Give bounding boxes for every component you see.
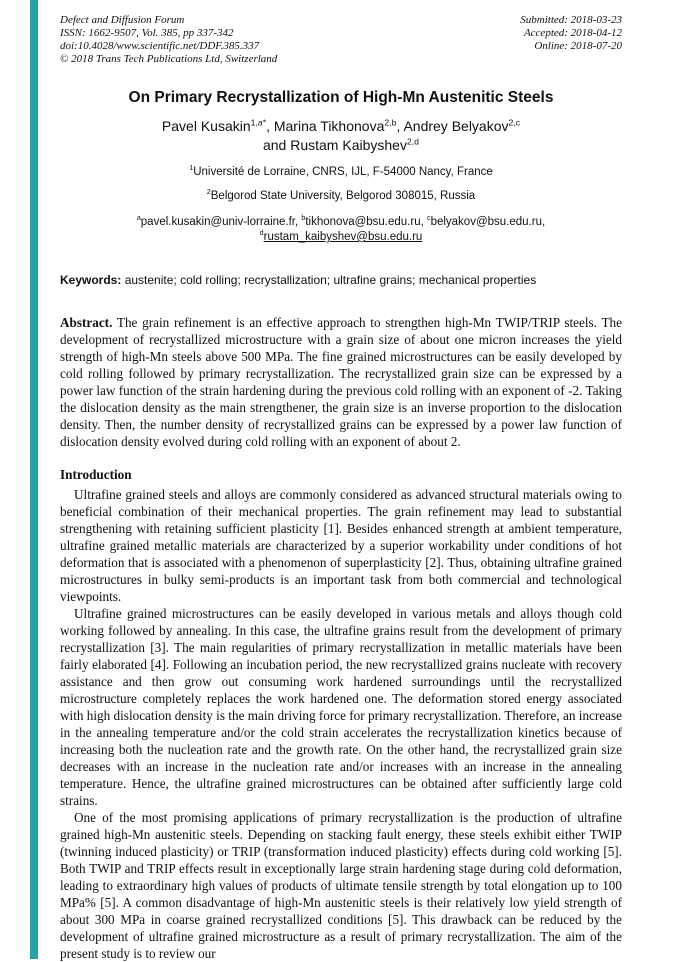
affiliation-sup: 1 bbox=[189, 164, 194, 173]
journal-issn-volume: ISSN: 1662-9507, Vol. 385, pp 337-342 bbox=[60, 27, 234, 39]
submitted-date: Submitted: 2018-03-23 bbox=[520, 14, 622, 26]
author-name: , Andrey Belyakov bbox=[396, 118, 509, 134]
section-heading-introduction: Introduction bbox=[60, 467, 132, 482]
keywords-label: Keywords: bbox=[60, 273, 122, 287]
journal-doi: doi:10.4028/www.scientific.net/DDF.385.337 bbox=[60, 40, 260, 52]
abstract-label: Abstract. bbox=[60, 315, 113, 330]
affiliation-2 bbox=[60, 189, 622, 203]
paper-page bbox=[60, 14, 622, 962]
abstract-text: The grain refinement is an effective approach to strengthen high-Mn TWIP/TRIP steels. The development of recrystallized microstructure with a grain size of about one micron increases the yield strength of high-Mn steels above 500 MPa. The fine grained microstructures can be easily developed by cold rolling followed by primary recrystallization. The recrystallized grain size can be expressed by a power law function of the strain hardening during the previous cold rolling with an exponent of -2. Taking the dislocation density as the main strengthener, the grain size is an inverse proportion to the dislocation density. Then, the number density of recrystallized grains can be expressed by a power law function of dislocation density evolved during cold rolling with an exponent of about 2. bbox=[60, 315, 622, 449]
author-name: Pavel Kusakin bbox=[161, 118, 251, 134]
online-date: Online: 2018-07-20 bbox=[534, 40, 622, 52]
journal-title: Defect and Diffusion Forum bbox=[60, 14, 185, 26]
emails-line-2 bbox=[60, 230, 622, 245]
author-affil-sup: 1,a* bbox=[250, 117, 267, 128]
left-accent-bar bbox=[30, 0, 38, 959]
email-sup: d bbox=[259, 229, 264, 238]
email-address: pavel.kusakin@univ-lorraine.fr, bbox=[140, 216, 302, 228]
intro-paragraph-1: Ultrafine grained steels and alloys are commonly considered as advanced structural materials owing to beneficial combination of their mechanical properties. The grain refinement may lead to substantial strengthening with retaining sufficient plasticity [1]. Besides enhanced strength at ambient temperature, ultrafine grained metallic materials are characterized by a superior workability under conditions of hot deformation that is associated with a phenomenon of superplasticity [2]. Thus, obtaining ultrafine grained microstructures in bulky semi-products is an important task from both commercial and technological viewpoints. bbox=[60, 487, 622, 604]
keywords-line bbox=[60, 273, 622, 288]
journal-header bbox=[60, 14, 622, 66]
authors-line-2 bbox=[60, 136, 622, 155]
author-emails bbox=[60, 215, 622, 245]
affiliation-text: Belgorod State University, Belgorod 308015, Russia bbox=[210, 190, 476, 202]
accepted-date: Accepted: 2018-04-12 bbox=[523, 27, 622, 39]
journal-info bbox=[60, 14, 277, 66]
emails-line-1 bbox=[60, 215, 622, 230]
paper-title: On Primary Recrystallization of High-Mn Austenitic Steels bbox=[128, 89, 554, 106]
keywords-text: austenite; cold rolling; recrystallization; ultrafine grains; mechanical properties bbox=[121, 273, 537, 287]
author-affil-sup: 2,b bbox=[384, 117, 397, 128]
authors-block bbox=[60, 117, 622, 155]
email-sup: b bbox=[301, 214, 306, 223]
authors-line-1 bbox=[60, 117, 622, 136]
author-name: and Rustam Kaibyshev bbox=[262, 137, 407, 153]
affiliation-sup: 2 bbox=[206, 188, 211, 197]
author-affil-sup: 2,d bbox=[406, 136, 420, 147]
intro-paragraph-3: One of the most promising applications of primary recrystallization is the production of ultrafine grained high-Mn austenitic steels. Depending on stacking fault energy, these steels exhibit either TWIP (twinning induced plasticity) or TRIP (transformation induced plasticity) effects during cold working [5]. Both TWIP and TRIP effects result in exceptionally large strain hardening stage during cold deformation, leading to extraordinary high values of products of ultimate tensile strength by total elongation up to 100 MPa% [5]. A common disadvantage of high-Mn austenitic steels is their relatively low yield strength of about 300 MPa in coarse grained recrystallized conditions [5]. This drawback can be reduced by the development of ultrafine grained microstructure as a result of primary recrystallization. The aim of the present study is to review our bbox=[60, 810, 622, 961]
submission-dates bbox=[520, 14, 622, 66]
intro-paragraph-2: Ultrafine grained microstructures can be easily developed in various metals and alloys though cold working followed by annealing. In this case, the ultrafine grains result from the development of primary recrystallization [3]. The main regularities of primary recrystallization in metallic materials have been fairly elaborated [4]. Following an incubation period, the new recrystallized grains nucleate with recovery assistance and then grow out consuming work hardened surroundings until the recrystallized microstructure completely replaces the work hardened one. The deformation stored energy associated with high dislocation density is the main driving force for primary recrystallization. Therefore, an increase in the annealing temperature and/or the cold strain accelerates the recrystallization kinetics because of increasing both the nucleation rate and the growth rate. On the other hand, the recrystallized grain size decreases with an increase in the nucleation rate and/or increases with an increase in the annealing temperature. Hence, the ultrafine grained microstructures can be obtained after sufficiently large cold strains. bbox=[60, 606, 622, 808]
affiliation-text: Université de Lorraine, CNRS, IJL, F-54000 Nancy, France bbox=[193, 166, 493, 178]
email-address: tikhonova@bsu.edu.ru, bbox=[305, 216, 427, 228]
author-name: , Marina Tikhonova bbox=[266, 118, 385, 134]
email-sup: c bbox=[427, 214, 431, 223]
email-address-link[interactable]: rustam_kaibyshev@bsu.edu.ru bbox=[263, 231, 423, 243]
affiliation-1 bbox=[60, 165, 622, 179]
abstract-paragraph bbox=[60, 314, 622, 450]
journal-copyright: © 2018 Trans Tech Publications Ltd, Switzerland bbox=[60, 53, 278, 65]
author-affil-sup: 2,c bbox=[508, 117, 521, 128]
email-address: belyakov@bsu.edu.ru, bbox=[430, 216, 546, 228]
email-sup: a bbox=[136, 214, 141, 223]
